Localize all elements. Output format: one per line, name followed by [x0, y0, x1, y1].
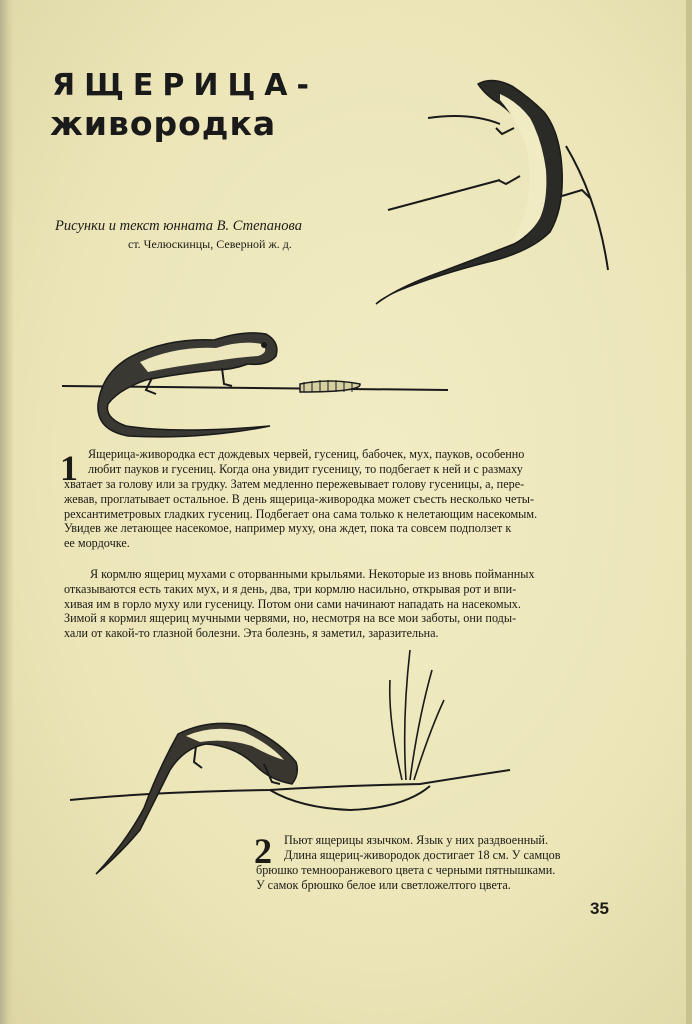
- text-line: хали от какой-то глазной болезни. Эта болезнь, я заметил, заразительна.: [64, 626, 439, 641]
- section-2-number: 2: [254, 831, 272, 871]
- text-line: Ящерица-живородка ест дождевых червей, гусениц, бабочек, мух, пауков, особенно: [88, 447, 525, 461]
- section-2-paragraph-cont: [256, 863, 614, 893]
- text-line: Зимой я кормил ящериц мучными червями, но, несмотря на все мои заботы, они поды-: [64, 611, 517, 626]
- section-2-paragraph-head: [284, 833, 614, 863]
- section-1-paragraph-2: [64, 567, 608, 641]
- lizard-climbing-drawing: [376, 80, 608, 304]
- text-line: отказываются есть таких мух, и я день, два, три кормлю насильно, открывая рот и впи-: [64, 581, 517, 596]
- title-line-2: живородка: [50, 104, 277, 143]
- text-line: Длина ящериц-живородок достигает 18 см. У самцов: [284, 847, 561, 862]
- text-line: любит пауков и гусениц. Когда она увидит гусеницу, то подбегает к ней и с размаху: [88, 461, 523, 476]
- author-byline: Рисунки и текст юнната В. Степанова: [55, 218, 302, 234]
- text-line: Увидев же летающее насекомое, например муху, она ждет, пока та совсем подползет к: [64, 521, 512, 536]
- section-1-paragraph-1-cont: [64, 477, 608, 551]
- author-station: ст. Челюскинцы, Северной ж. д.: [128, 237, 292, 251]
- page-number: 35: [590, 899, 609, 918]
- text-line: Пьют ящерицы язычком. Язык у них раздвоенный.: [284, 833, 549, 847]
- text-line: брюшко темнооранжевого цвета с черными пятнышками.: [256, 863, 556, 877]
- text-line: У самок брюшко белое или светложелтого цвета.: [256, 877, 511, 892]
- section-1-number: 1: [60, 448, 78, 488]
- lizard-hunting-drawing: [62, 333, 448, 437]
- text-line: Я кормлю ящериц мухами с оторванными крыльями. Некоторые из вновь пойманных: [90, 567, 535, 581]
- text-line: хватает за голову или за грудку. Затем медленно пережевывает голову гусеницы, а, пере-: [64, 477, 525, 491]
- text-line: ее мордочке.: [64, 536, 130, 551]
- text-line: хивая им в горло муху или гусеницу. Потом они сами начинают нападать на насекомых.: [64, 596, 521, 611]
- text-line: рехсантиметровых гладких гусениц. Подбегает она сама только к нелетающим насекомым.: [64, 506, 538, 521]
- section-1-paragraph-1: [88, 447, 608, 477]
- title-line-1: ЯЩЕРИЦА-: [52, 68, 318, 103]
- text-line: жевав, проглатывает остальное. В день ящерица-живородка может съесть несколько четы-: [64, 491, 535, 506]
